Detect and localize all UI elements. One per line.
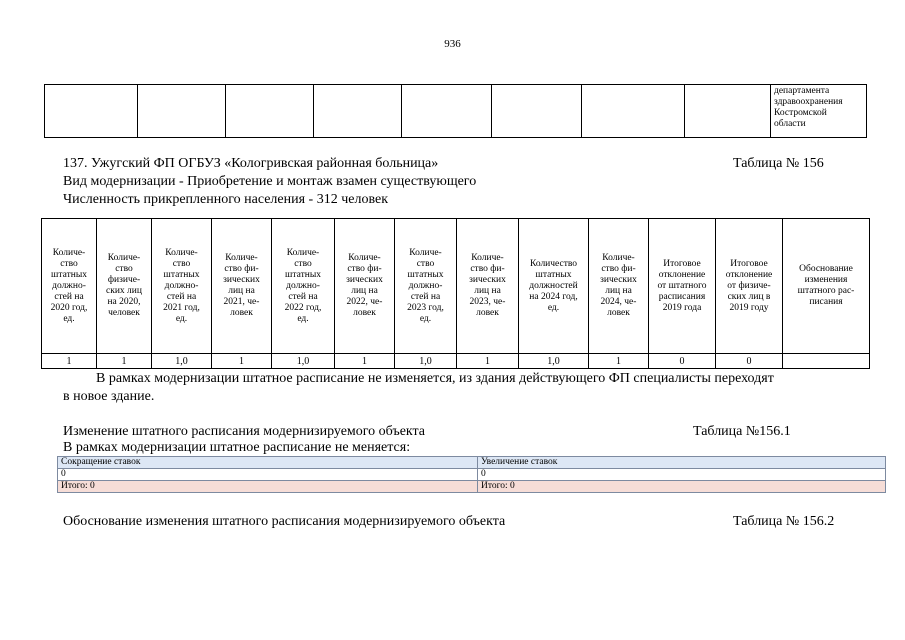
paragraph-line: В рамках модернизации штатное расписание не изменяется, из здания действующего ФП специалисты переходят <box>96 371 774 386</box>
header-line: ство фи- <box>347 264 382 274</box>
header-line: Количе- <box>165 247 198 258</box>
cell-line: здравоохранения <box>774 97 843 107</box>
header-line: ских лиц <box>106 286 142 296</box>
staff-value-cell: 1,0 <box>152 354 212 369</box>
header-line: стей на <box>54 291 84 302</box>
header-line: Количе- <box>602 253 635 263</box>
reduction-value: 0 <box>58 469 478 481</box>
header-line: ство фи- <box>470 264 505 274</box>
table-cell <box>138 85 226 138</box>
header-line: лиц на <box>228 286 255 296</box>
cell-line: департамента <box>774 86 830 96</box>
header-line: расписания <box>658 291 706 302</box>
header-line: ловек <box>476 308 499 318</box>
department-cell <box>771 85 867 138</box>
header-line: отклонение <box>658 269 706 280</box>
staff-header-cell <box>716 219 783 354</box>
header-line: 2020 год, <box>50 302 88 313</box>
header-line: ство <box>416 258 435 269</box>
header-line: физиче- <box>107 275 141 285</box>
header-line: ство фи- <box>224 264 259 274</box>
header-line: человек <box>108 308 140 318</box>
table-cell <box>685 85 771 138</box>
staff-value-cell: 1 <box>589 354 649 369</box>
staff-header-cell <box>97 219 152 354</box>
header-line: Количе- <box>348 253 381 263</box>
table-cell <box>45 85 138 138</box>
header-line: должно- <box>164 280 199 291</box>
header-line: от штатного <box>657 280 707 291</box>
staff-change-table <box>57 456 886 493</box>
header-line: ед. <box>63 313 75 324</box>
header-line: штатных <box>407 269 444 280</box>
staff-header-cell <box>42 219 97 354</box>
header-line: лиц на <box>474 286 501 296</box>
header-line: ство <box>60 258 78 269</box>
header-line: 2021, че- <box>223 297 260 307</box>
header-line: штатного рас- <box>797 286 855 296</box>
staff-value-cell <box>783 354 870 369</box>
header-line: ловек <box>607 308 630 318</box>
header-line: ловек <box>230 308 253 318</box>
staff-header-cell <box>457 219 519 354</box>
header-line: должностей <box>529 280 578 291</box>
section-title: Изменение штатного расписания модернизируемого объекта <box>63 424 426 439</box>
staff-value-cell: 1 <box>457 354 519 369</box>
staff-header-cell <box>649 219 716 354</box>
header-line: ство <box>172 258 191 269</box>
header-line: 2019 года <box>662 302 702 313</box>
increase-total: Итого: 0 <box>478 481 886 493</box>
staff-value-cell: 1 <box>97 354 152 369</box>
modernization-type: Вид модернизации - Приобретение и монтаж взамен существующего <box>63 174 477 189</box>
header-line: 2023 год, <box>407 302 444 313</box>
header-line: ловек <box>353 308 376 318</box>
staff-value-cell: 1 <box>335 354 395 369</box>
header-line: 2024, че- <box>600 297 637 307</box>
staff-header-cell <box>783 219 870 354</box>
header-line: Количе- <box>409 247 442 258</box>
staff-value-cell: 1,0 <box>272 354 335 369</box>
table-cell <box>226 85 314 138</box>
header-line: Количе- <box>286 247 320 258</box>
header-line: 2023, че- <box>469 297 506 307</box>
header-line: лиц на <box>605 286 632 296</box>
table-cell <box>582 85 685 138</box>
population-count: Численность прикрепленного населения - 312 человек <box>63 192 389 207</box>
header-line: 2021 год, <box>163 302 200 313</box>
header-line: штатных <box>535 269 572 280</box>
table-total-row <box>58 481 886 493</box>
increase-value: 0 <box>478 469 886 481</box>
staff-table-header-row <box>42 219 870 354</box>
header-line: 2019 году <box>729 302 769 313</box>
table-number: Таблица № 156 <box>733 156 824 171</box>
header-line: 2022 год, <box>284 302 322 313</box>
header-line: стей на <box>410 291 441 302</box>
header-line: стей на <box>166 291 197 302</box>
header-line: ед. <box>547 302 560 313</box>
paragraph-line: в новое здание. <box>63 389 155 404</box>
header-line: Обоснование <box>799 264 853 274</box>
facility-title: 137. Ужугский ФП ОГБУЗ «Кологривская районная больница» <box>63 156 439 171</box>
staff-header-cell <box>335 219 395 354</box>
staff-header-cell <box>272 219 335 354</box>
header-line: ство <box>115 264 133 274</box>
staff-value-cell: 1 <box>212 354 272 369</box>
header-line: Количе- <box>225 253 258 263</box>
continued-table <box>44 84 867 138</box>
header-line: Количе- <box>107 253 141 263</box>
table-cell <box>314 85 402 138</box>
header-line: зических <box>346 275 383 285</box>
page-number: 936 <box>444 38 461 50</box>
staff-value-cell: 1,0 <box>519 354 589 369</box>
header-line: ед. <box>297 313 309 324</box>
header-line: ских лиц в <box>727 291 771 302</box>
header-line: штатных <box>163 269 200 280</box>
header-line: зических <box>600 275 637 285</box>
header-line: Итоговое <box>663 258 701 269</box>
reduction-total: Итого: 0 <box>58 481 478 493</box>
table-number: Таблица № 156.2 <box>733 514 835 529</box>
reduction-header: Сокращение ставок <box>58 457 478 469</box>
table-cell <box>402 85 492 138</box>
header-line: Итоговое <box>730 258 768 269</box>
header-line: зических <box>469 275 506 285</box>
cell-line: области <box>774 119 806 129</box>
staff-header-cell <box>589 219 649 354</box>
header-line: штатных <box>51 269 87 280</box>
header-line: зических <box>223 275 260 285</box>
header-line: отклонение <box>725 269 773 280</box>
header-line: Количе- <box>471 253 504 263</box>
staff-value-cell: 0 <box>649 354 716 369</box>
header-line: штатных <box>285 269 321 280</box>
staff-header-cell <box>152 219 212 354</box>
table-header-row <box>58 457 886 469</box>
header-line: ство фи- <box>601 264 636 274</box>
staff-value-cell: 1 <box>42 354 97 369</box>
header-line: писания <box>809 297 843 307</box>
header-line: ство <box>294 258 312 269</box>
staff-value-cell: 1,0 <box>395 354 457 369</box>
header-line: Количе- <box>52 247 86 258</box>
header-line: Количество <box>529 258 578 269</box>
section-note: В рамках модернизации штатное расписание не меняется: <box>63 440 411 455</box>
header-line: стей на <box>288 291 318 302</box>
section-title: Обоснование изменения штатного расписания модернизируемого объекта <box>63 514 506 529</box>
header-line: должно- <box>408 280 443 291</box>
table-number: Таблица №156.1 <box>693 424 791 439</box>
header-line: должно- <box>52 280 86 291</box>
staff-header-cell <box>395 219 457 354</box>
cell-line: Костромской <box>774 108 827 118</box>
header-line: изменения <box>804 275 848 285</box>
table-row <box>58 469 886 481</box>
header-line: должно- <box>286 280 320 291</box>
header-line: ед. <box>419 313 432 324</box>
header-line: на 2020, <box>107 297 141 307</box>
table-cell <box>492 85 582 138</box>
header-line: на 2024 год, <box>529 291 578 302</box>
staff-value-cell: 0 <box>716 354 783 369</box>
staff-header-cell <box>212 219 272 354</box>
header-line: ед. <box>175 313 188 324</box>
header-line: лиц на <box>351 286 378 296</box>
increase-header: Увеличение ставок <box>478 457 886 469</box>
staff-table-value-row <box>42 354 870 369</box>
staff-header-cell <box>519 219 589 354</box>
staff-table <box>41 218 870 369</box>
header-line: от физиче- <box>727 280 771 291</box>
header-line: 2022, че- <box>346 297 383 307</box>
